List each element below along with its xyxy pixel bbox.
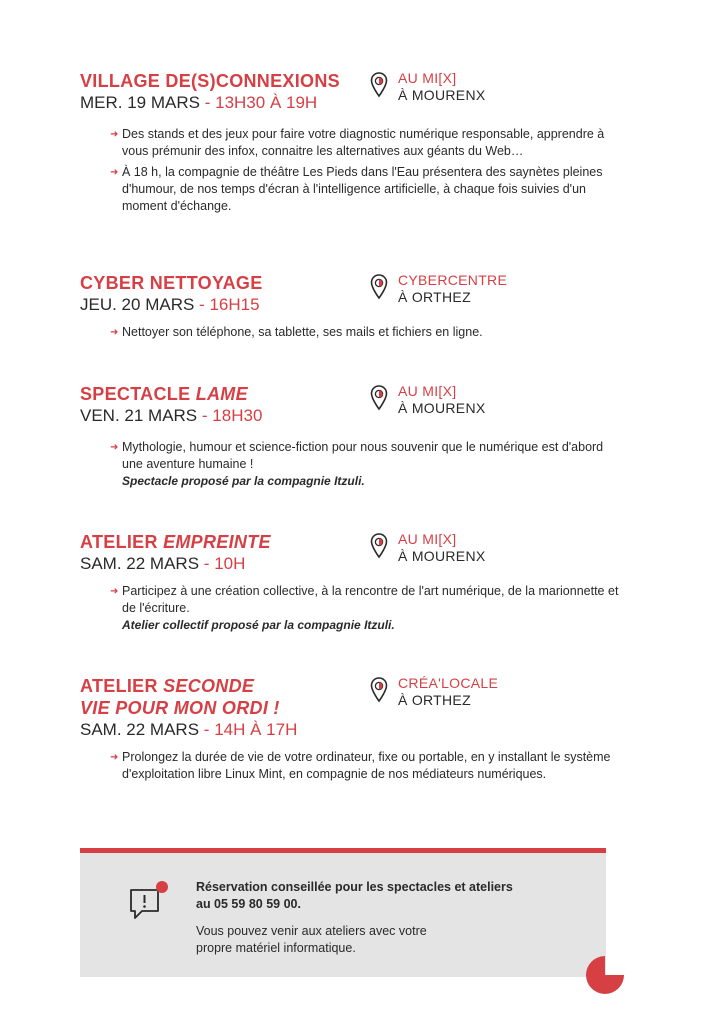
- event-date: [80, 294, 620, 316]
- event-title: VILLAGE DE(S)CONNEXIONS: [80, 71, 340, 91]
- event-title: CYBER NETTOYAGE: [80, 273, 263, 293]
- event-description: [110, 583, 620, 638]
- event-description: [110, 126, 620, 219]
- arrow-icon: ➜: [110, 442, 119, 453]
- speech-bubble-alert-icon: [128, 881, 168, 925]
- arrow-icon: ➜: [110, 167, 119, 178]
- venue-city: À MOURENX: [398, 400, 486, 416]
- event-time: 14H À 17H: [214, 720, 298, 739]
- event-date: [80, 553, 620, 575]
- decorative-quarter-circle: [586, 956, 624, 994]
- note-reservation-text: Réservation conseillée pour les spectacles et ateliers au 05 59 80 59 00.: [196, 880, 513, 911]
- location-pin-icon: [370, 385, 388, 411]
- venue-name: CRÉA'LOCALE: [398, 675, 499, 691]
- arrow-icon: ➜: [110, 327, 119, 338]
- event-title: ATELIER SECONDE VIE POUR MON ORDI !: [80, 676, 280, 718]
- event-date: [80, 719, 620, 741]
- event-credit: Atelier collectif proposé par la compagnie Itzuli.: [122, 618, 395, 632]
- venue-city: À ORTHEZ: [398, 692, 471, 708]
- venue-city: À ORTHEZ: [398, 289, 471, 305]
- event-time: 10H: [214, 554, 246, 573]
- list-item: ➜ Nettoyer son téléphone, sa tablette, ses mails et fichiers en ligne.: [110, 325, 483, 339]
- venue-city: À MOURENX: [398, 87, 486, 103]
- venue-name: AU MI[X]: [398, 531, 457, 547]
- event-day: JEU. 20 MARS: [80, 295, 195, 314]
- arrow-icon: ➜: [110, 586, 119, 597]
- event-date: [80, 92, 620, 114]
- list-item: ➜ Des stands et des jeux pour faire votre diagnostic numérique responsable, apprendre à vous prémunir des infox, connaitre les alternatives aux géants du Web…: [110, 127, 605, 158]
- list-item: ➜ Prolongez la durée de vie de votre ordinateur, fixe ou portable, en y installant le système d'exploitation libre Linux Mint, en compagnie de nos médiateurs numériques.: [110, 750, 611, 781]
- event-atelier-empreinte: [80, 531, 620, 632]
- location-pin-icon: [370, 274, 388, 300]
- note-material-text: Vous pouvez venir aux ateliers avec votre propre matériel informatique.: [196, 924, 427, 955]
- event-description: [110, 439, 620, 494]
- arrow-icon: ➜: [110, 752, 119, 763]
- event-date: [80, 405, 620, 427]
- list-item: ➜ Participez à une création collective, à la rencontre de l'art numérique, de la marionnette et de l'écriture. Atelier collectif proposé par la compagnie Itzuli.: [110, 584, 619, 632]
- arrow-icon: ➜: [110, 129, 119, 140]
- event-village-deconnexions: [80, 70, 620, 213]
- event-time: 13H30 À 19H: [215, 93, 318, 112]
- venue-name: CYBERCENTRE: [398, 272, 508, 288]
- date-separator: -: [199, 295, 205, 314]
- event-title: ATELIER EMPREINTE: [80, 532, 271, 552]
- date-separator: -: [203, 720, 210, 739]
- list-item: ➜ À 18 h, la compagnie de théâtre Les Pieds dans l'Eau présentera des saynètes pleines d'humour, de nos temps d'écran à l'intelligence artificielle, à chaque fois suivies d'un moment d'échange.: [110, 165, 603, 213]
- event-time: 18H30: [212, 406, 263, 425]
- event-day: VEN. 21 MARS: [80, 406, 198, 425]
- reservation-note: [80, 848, 606, 977]
- event-credit: Spectacle proposé par la compagnie Itzuli.: [122, 474, 365, 488]
- event-day: SAM. 22 MARS: [80, 720, 200, 739]
- event-time: 16H15: [209, 295, 260, 314]
- date-separator: -: [204, 93, 211, 112]
- venue-name: AU MI[X]: [398, 383, 457, 399]
- venue-name: AU MI[X]: [398, 70, 457, 86]
- location-pin-icon: [370, 533, 388, 559]
- list-item: ➜ Mythologie, humour et science-fiction pour nous souvenir que le numérique est d'abord une aventure humaine ! Spectacle proposé par la compagnie Itzuli.: [110, 440, 604, 488]
- event-atelier-seconde-vie: [80, 675, 620, 781]
- date-separator: -: [203, 554, 210, 573]
- venue-city: À MOURENX: [398, 548, 486, 564]
- event-day: SAM. 22 MARS: [80, 554, 200, 573]
- event-description: [110, 324, 620, 345]
- event-description: [110, 749, 620, 787]
- location-pin-icon: [370, 72, 388, 98]
- event-cyber-nettoyage: [80, 272, 620, 339]
- location-pin-icon: [370, 677, 388, 703]
- event-title: SPECTACLE LAME: [80, 384, 248, 404]
- event-spectacle-lame: [80, 383, 620, 488]
- date-separator: -: [201, 406, 208, 425]
- event-day: MER. 19 MARS: [80, 93, 200, 112]
